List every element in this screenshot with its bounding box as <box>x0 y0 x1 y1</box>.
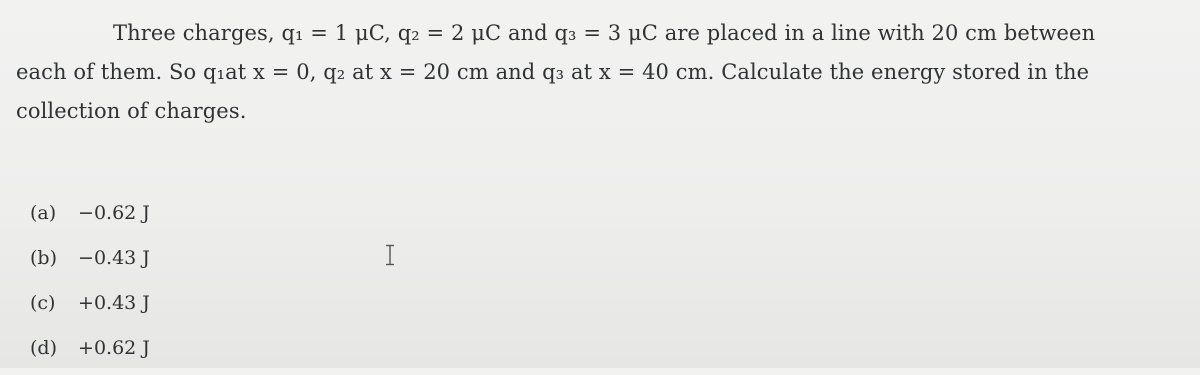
option-b[interactable] <box>30 240 150 285</box>
option-letter: (d) <box>30 337 57 359</box>
text-cursor-icon <box>383 244 397 266</box>
option-value: +0.62 J <box>78 337 150 359</box>
option-letter: (b) <box>30 247 57 269</box>
option-c[interactable] <box>30 285 150 330</box>
answer-options <box>30 195 150 375</box>
option-value: +0.43 J <box>78 292 150 314</box>
option-letter: (a) <box>30 202 57 224</box>
option-a[interactable] <box>30 195 150 240</box>
option-d[interactable] <box>30 330 150 375</box>
option-value: −0.43 J <box>78 247 150 269</box>
question-line-3: collection of charges. <box>16 99 247 123</box>
question-line-1: Three charges, q₁ = 1 μC, q₂ = 2 μC and q₃ = 3 μC are placed in a line with 20 cm between <box>113 21 1096 45</box>
question-text <box>16 14 1166 131</box>
option-letter: (c) <box>30 292 56 314</box>
option-value: −0.62 J <box>78 202 150 224</box>
question-line-2: each of them. So q₁at x = 0, q₂ at x = 20 cm and q₃ at x = 40 cm. Calculate the energy stored in the <box>16 60 1090 84</box>
